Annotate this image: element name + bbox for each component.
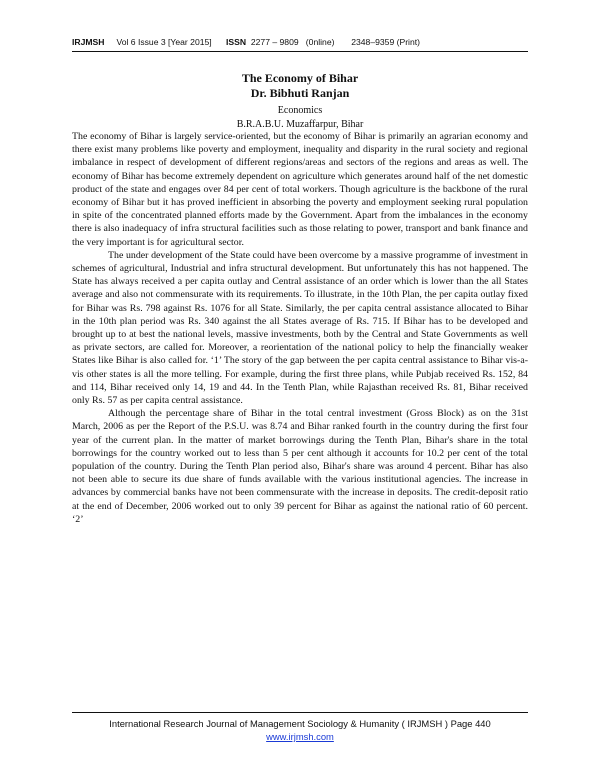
article-body — [72, 130, 528, 526]
spacer — [104, 37, 116, 47]
journal-url-link[interactable]: www.irjmsh.com — [266, 731, 334, 742]
page-footer — [72, 712, 528, 743]
author-affiliation: B.R.A.B.U. Muzaffarpur, Bihar — [236, 119, 364, 130]
page-header — [72, 37, 528, 52]
journal-abbrev: IRJMSH — [72, 37, 105, 47]
paragraph: The under development of the State could have been overcome by a massive programme of investment in schemes of agricultural, Industrial and infra structural development. But unfortunately this has not happened. The State has always received a per capita outlay and Central assistance of an order which is lower than the all States average and also not commensurate with its requirements. To illustrate, in the 10th Plan, the per capita outlay fixed for Bihar was Rs. 798 against Rs. 1076 for all State. Similarly, the per capita central assistance allocated to Bihar in the 10th plan period was Rs. 340 against the all States average of Rs. 715. If Bihar has to be developed and brought up to at best the national levels, massive investments, both by the Central and State Governments as well as private sectors, are called for. Moreover, a reorientation of the national policy to help the financially weaker States like Bihar is also called for. ‘1’ The story of the gap between the per capita central assistance to Bihar vis-a-vis other states is all the more telling. For example, during the first three plans, while Pubjab received Rs. 152, 84 and 114, Bihar received only 14, 19 and 44. In the Tenth Plan, while Rajasthan received Rs. 81, Bihar received only Rs. 57 as per capita central assistance. — [72, 249, 528, 407]
article-title: The Economy of Bihar — [241, 71, 359, 85]
paragraph: Although the percentage share of Bihar in the total central investment (Gross Block) as on the 31st March, 2006 as per the Report of the P.S.U. was 8.74 and Bihar ranked fourth in the country during the first four year of the current plan. In the matter of market borrowings during the Tenth Plan, Bihar's share in the total borrowings for the country worked out to less than 5 per cent although it accounts for 10.2 per cent of the total population of the country. During the Tenth Plan period also, Bihar's share was around 4 percent. Bihar has also not been able to secure its due share of funds available with the various institutional agencies. The increase in advances by commercial banks have not been commensurate with the increase in deposits. The credit-deposit ratio at the end of December, 2006 worked out to only 39 percent for Bihar as against the national ratio of 60 percent. ‘2’ — [72, 408, 528, 525]
article-author: Dr. Bibhuti Ranjan — [250, 86, 350, 100]
volume-issue: Vol 6 Issue 3 [Year 2015] — [116, 37, 212, 47]
paragraph: The economy of Bihar is largely service-oriented, but the economy of Bihar is primarily an agrarian economy and there exist many problems like poverty and employment, inequality and disparity in the rural society and regional imbalance in respect of development of different regions/areas and sectors of the regions and areas as well. The economy of Bihar has become extremely dependent on agriculture which generates around half of the net domestic product of the state and engages over 84 per cent of total workers. Though agriculture is the backbone of the rural economy of Bihar but it has proved inefficient in absorbing the poverty and employment seeking rural population in spite of the concentrated planned efforts made by the Government. Apart from the imbalances in the economy there is also inadequacy of infra structural facilities such as those relating to power, transport and bank finance and the very important is for agricultural sector. — [72, 131, 528, 248]
footer-journal-line: International Research Journal of Management Sociology & Humanity ( IRJMSH ) Page 440 — [109, 718, 491, 729]
issn-label: ISSN — [226, 37, 247, 47]
spacer — [334, 37, 351, 47]
author-department: Economics — [277, 105, 323, 116]
issn-online: 2277 – 9809 (0nline) — [250, 37, 335, 47]
spacer — [212, 37, 226, 47]
issn-print: 2348–9359 (Print) — [351, 37, 420, 47]
